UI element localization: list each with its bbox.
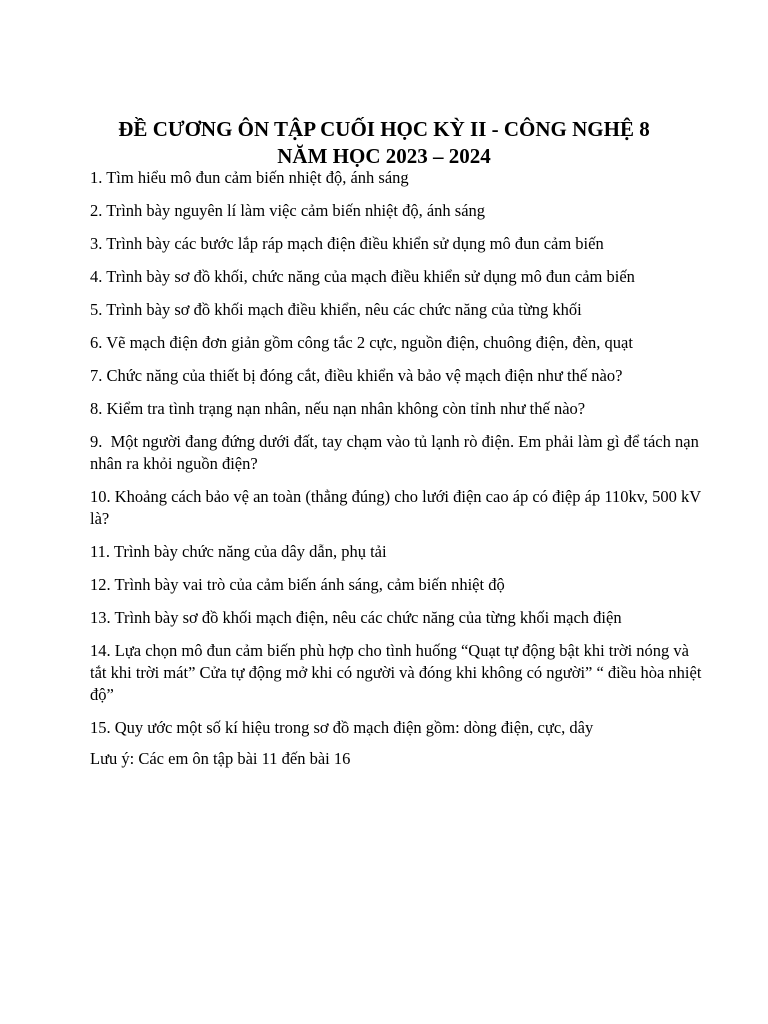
question-item: 2. Trình bày nguyên lí làm việc cảm biến nhiệt độ, ánh sáng (90, 201, 486, 220)
question-item: 14. Lựa chọn mô đun cảm biến phù hợp cho tình huống “Quạt tự động bật khi trời nóng và tắt khi trời mát” Cửa tự động mở khi có người và đóng khi không có người” “ điều hòa nhiệt độ” (90, 641, 706, 704)
question-item: 9. Một người đang đứng dưới đất, tay chạm vào tủ lạnh rò điện. Em phải làm gì để tách nạn nhân ra khỏi nguồn điện? (90, 432, 703, 473)
question-item: 1. Tìm hiểu mô đun cảm biến nhiệt độ, ánh sáng (90, 168, 409, 187)
question-item: 4. Trình bày sơ đồ khối, chức năng của mạch điều khiển sử dụng mô đun cảm biến (90, 267, 635, 286)
question-item: 12. Trình bày vai trò của cảm biến ánh sáng, cảm biến nhiệt độ (90, 575, 505, 594)
question-item: 11. Trình bày chức năng của dây dẫn, phụ tải (90, 542, 387, 561)
question-list (90, 167, 706, 750)
study-note: Lưu ý: Các em ôn tập bài 11 đến bài 16 (90, 749, 351, 768)
document-title-line2: NĂM HỌC 2023 – 2024 (277, 144, 491, 168)
question-item: 5. Trình bày sơ đồ khối mạch điều khiển, nêu các chức năng của từng khối (90, 300, 582, 319)
question-item: 7. Chức năng của thiết bị đóng cắt, điều khiển và bảo vệ mạch điện như thế nào? (90, 366, 623, 385)
question-item: 10. Khoảng cách bảo vệ an toàn (thẳng đúng) cho lưới điện cao áp có điệp áp 110kv, 500 kV là? (90, 487, 706, 528)
question-item: 6. Vẽ mạch điện đơn giản gồm công tắc 2 cực, nguồn điện, chuông điện, đèn, quạt (90, 333, 633, 352)
document-title-line1: ĐỀ CƯƠNG ÔN TẬP CUỐI HỌC KỲ II - CÔNG NGHỆ 8 (118, 117, 650, 141)
question-item: 3. Trình bày các bước lắp ráp mạch điện điều khiển sử dụng mô đun cảm biến (90, 234, 604, 253)
question-item: 13. Trình bày sơ đồ khối mạch điện, nêu các chức năng của từng khối mạch điện (90, 608, 622, 627)
question-item: 15. Quy ước một số kí hiệu trong sơ đồ mạch điện gồm: dòng điện, cực, dây (90, 718, 594, 737)
question-item: 8. Kiểm tra tình trạng nạn nhân, nếu nạn nhân không còn tỉnh như thế nào? (90, 399, 586, 418)
